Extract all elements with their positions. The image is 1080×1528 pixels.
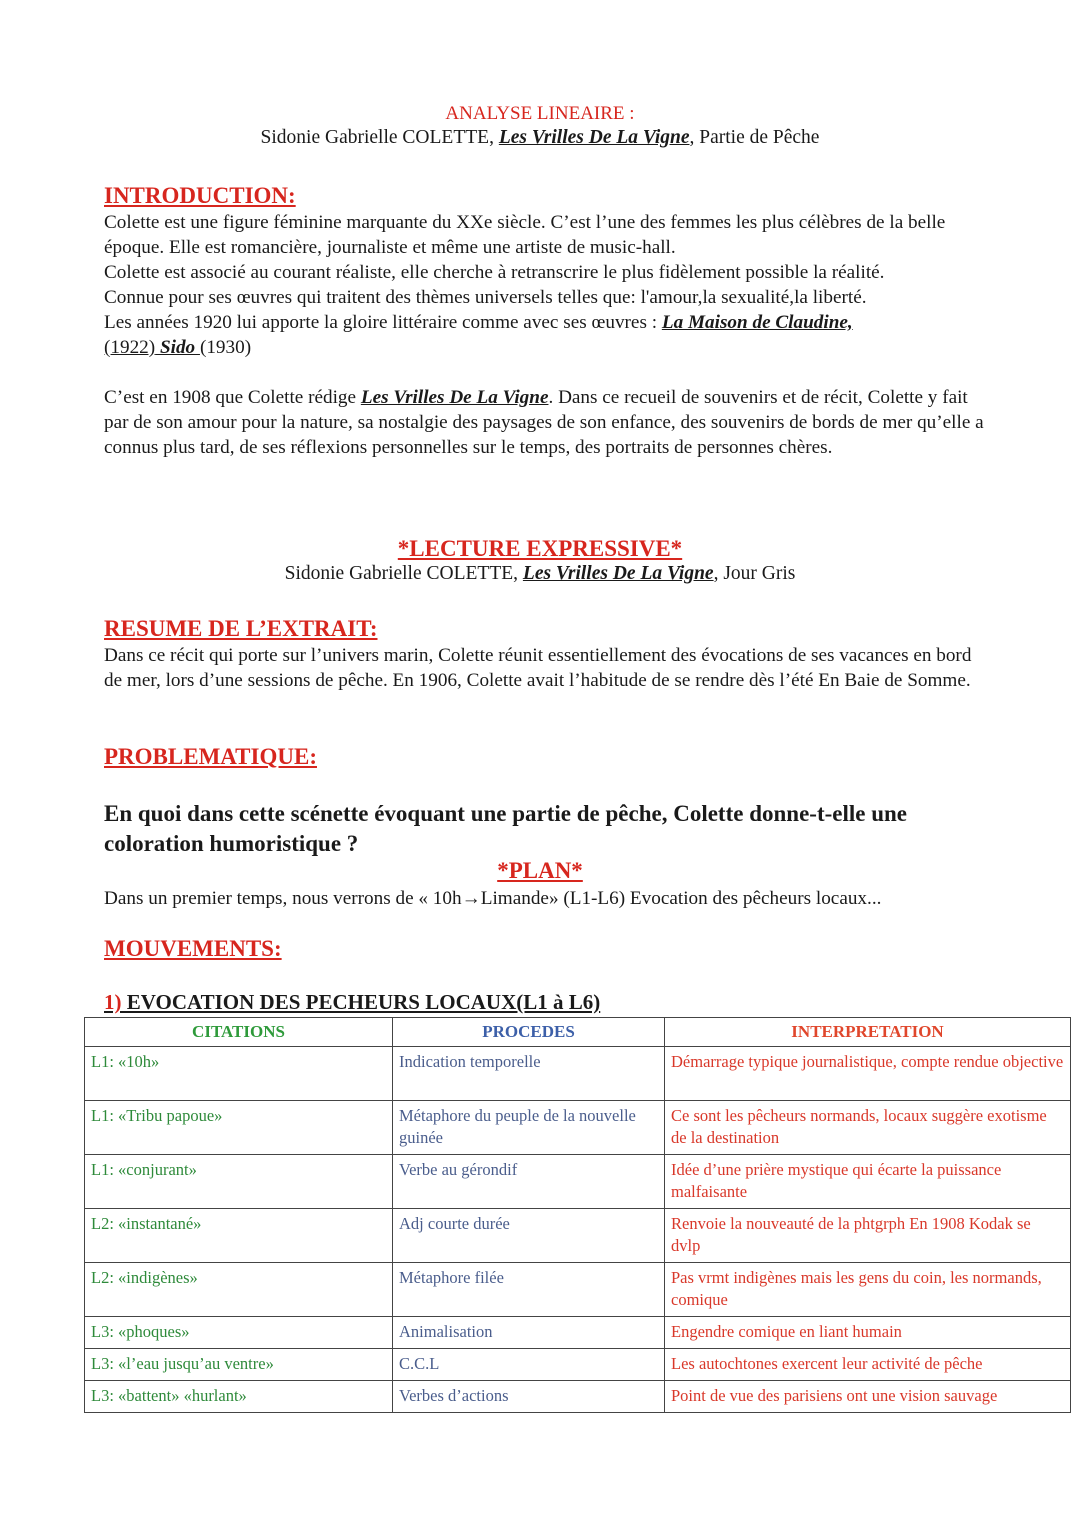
interpretation-cell: Point de vue des parisiens ont une vision sauvage xyxy=(665,1381,1071,1413)
table-row xyxy=(85,1317,1071,1349)
header-citations: CITATIONS xyxy=(85,1018,393,1047)
table-row xyxy=(85,1047,1071,1101)
table-row xyxy=(85,1101,1071,1155)
intro-work-sido: Sido xyxy=(155,337,200,358)
plan-text: Dans un premier temps, nous verrons de « 10h→Limande» (L1-L6) Evocation des pêcheurs locaux... xyxy=(104,888,882,909)
header-interpretation: INTERPRETATION xyxy=(665,1018,1071,1047)
procede-cell: Métaphore du peuple de la nouvelle guinée xyxy=(393,1101,665,1155)
intro-p5-work: Les Vrilles De La Vigne xyxy=(360,387,549,408)
interpretation-cell: Renvoie la nouveauté de la phtgrph En 1908 Kodak se dvlp xyxy=(665,1209,1071,1263)
table-row xyxy=(85,1209,1071,1263)
lecture-heading: *LECTURE EXPRESSIVE* xyxy=(397,536,683,561)
lecture-work: Les Vrilles De La Vigne xyxy=(522,563,714,584)
interpretation-cell: Engendre comique en liant humain xyxy=(665,1317,1071,1349)
resume-heading: RESUME DE L’EXTRAIT: xyxy=(104,616,378,641)
mouvements-heading: MOUVEMENTS: xyxy=(104,936,282,961)
intro-paragraph-1: Colette est une figure féminine marquante du XXe siècle. C’est l’une des femmes les plus célèbres de la belle époque. Elle est romancière, journaliste et même une artiste de music-hall. xyxy=(104,212,946,258)
procede-cell: Indication temporelle xyxy=(393,1047,665,1101)
citation-cell: L1: «10h» xyxy=(85,1047,393,1101)
intro-p4-text: Les années 1920 lui apporte la gloire littéraire comme avec ses œuvres : xyxy=(104,312,662,333)
intro-year-1930: (1930) xyxy=(199,337,252,358)
intro-p5-start: C’est en 1908 que Colette rédige xyxy=(104,387,361,408)
introduction-text xyxy=(104,210,984,460)
header-procedes: PROCEDES xyxy=(393,1018,665,1047)
procede-cell: C.C.L xyxy=(393,1349,665,1381)
citation-cell: L3: «l’eau jusqu’au ventre» xyxy=(85,1349,393,1381)
citation-cell: L2: «instantané» xyxy=(85,1209,393,1263)
subtitle-suffix: , Partie de Pêche xyxy=(689,127,820,148)
intro-work-maison-claudine: La Maison de Claudine, xyxy=(661,312,853,333)
procede-cell: Verbes d’actions xyxy=(393,1381,665,1413)
intro-year-1922: (1922) xyxy=(104,337,156,358)
lecture-author: Sidonie Gabrielle COLETTE, xyxy=(284,563,523,584)
lecture-subtitle xyxy=(0,563,1080,585)
section-title xyxy=(104,990,600,1015)
problematique-question: En quoi dans cette scénette évoquant une partie de pêche, Colette donne-t-elle une coloration humoristique ? xyxy=(104,801,908,856)
procede-cell: Métaphore filée xyxy=(393,1263,665,1317)
lecture-suffix: , Jour Gris xyxy=(713,563,796,584)
interpretation-cell: Les autochtones exercent leur activité de pêche xyxy=(665,1349,1071,1381)
interpretation-cell: Démarrage typique journalistique, compte rendue objective xyxy=(665,1047,1071,1101)
procede-cell: Verbe au gérondif xyxy=(393,1155,665,1209)
intro-paragraph-5 xyxy=(104,385,984,460)
subtitle-work: Les Vrilles De La Vigne xyxy=(498,127,690,148)
table-row xyxy=(85,1349,1071,1381)
resume-text: Dans ce récit qui porte sur l’univers marin, Colette réunit essentiellement des évocations de ses vacances en bord de mer, lors d’une sessions de pêche. En 1906, Colette avait l’habitude de se rendre dès l’été En Baie de Somme. xyxy=(104,645,972,691)
document-title: ANALYSE LINEAIRE : xyxy=(445,103,635,124)
intro-paragraph-2: Colette est associé au courant réaliste, elle cherche à retranscrire le plus fidèlement possible la réalité. xyxy=(104,262,885,283)
procede-cell: Animalisation xyxy=(393,1317,665,1349)
citation-cell: L3: «phoques» xyxy=(85,1317,393,1349)
table-header-row xyxy=(85,1018,1071,1047)
intro-paragraph-3: Connue pour ses œuvres qui traitent des thèmes universels telles que: l'amour,la sexualité,la liberté. xyxy=(104,287,867,308)
document-subtitle xyxy=(0,127,1080,149)
table-row xyxy=(85,1155,1071,1209)
intro-p5-rest: . Dans ce recueil de souvenirs et de récit, Colette y fait par de son amour pour la nature, sa nostalgie des paysages de son enfance, des souvenirs de bords de mer qu’elle a connus plus tard, de ses réflexions personnelles sur le temps, des portraits de personnes chères. xyxy=(104,387,984,458)
section-number: 1) xyxy=(104,990,122,1014)
citation-cell: L2: «indigènes» xyxy=(85,1263,393,1317)
section-title-text: EVOCATION DES PECHEURS LOCAUX(L1 à L6) xyxy=(121,990,601,1014)
citation-cell: L1: «Tribu papoue» xyxy=(85,1101,393,1155)
interpretation-cell: Ce sont les pêcheurs normands, locaux suggère exotisme de la destination xyxy=(665,1101,1071,1155)
interpretation-cell: Pas vrmt indigènes mais les gens du coin, les normands, comique xyxy=(665,1263,1071,1317)
citation-cell: L3: «battent» «hurlant» xyxy=(85,1381,393,1413)
citation-cell: L1: «conjurant» xyxy=(85,1155,393,1209)
introduction-heading: INTRODUCTION: xyxy=(104,183,296,208)
analysis-table xyxy=(84,1017,1071,1413)
problematique-heading: PROBLEMATIQUE: xyxy=(104,744,317,769)
subtitle-author: Sidonie Gabrielle COLETTE, xyxy=(260,127,499,148)
interpretation-cell: Idée d’une prière mystique qui écarte la puissance malfaisante xyxy=(665,1155,1071,1209)
intro-paragraph-4 xyxy=(104,310,984,360)
plan-heading: *PLAN* xyxy=(497,858,583,883)
procede-cell: Adj courte durée xyxy=(393,1209,665,1263)
table-row xyxy=(85,1381,1071,1413)
table-row xyxy=(85,1263,1071,1317)
